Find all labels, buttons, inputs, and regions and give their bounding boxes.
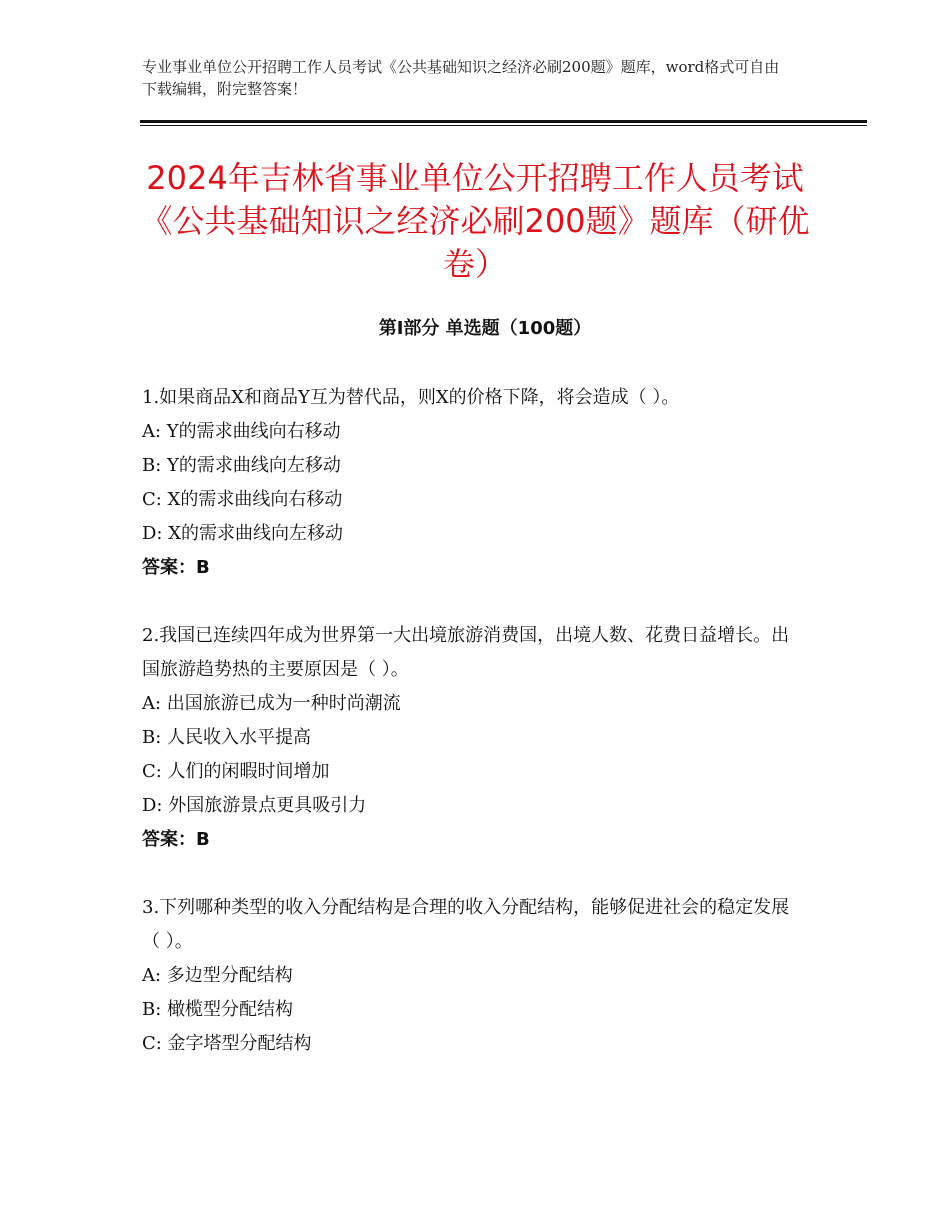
answer: 答案：B bbox=[142, 557, 210, 578]
question-list bbox=[142, 381, 802, 1095]
answer: 答案：B bbox=[142, 829, 210, 850]
header-divider-thin bbox=[140, 125, 867, 126]
document-title: 2024年吉林省事业单位公开招聘工作人员考试《公共基础知识之经济必刷200题》题库（研优卷） bbox=[140, 159, 810, 283]
option-d: D: 外国旅游景点更具吸引力 bbox=[142, 795, 367, 816]
option-c: C: 人们的闲暇时间增加 bbox=[142, 761, 330, 782]
header-divider-thick bbox=[140, 120, 867, 123]
option-a: A: 出国旅游已成为一种时尚潮流 bbox=[142, 693, 401, 714]
option-b: B: Y的需求曲线向左移动 bbox=[142, 455, 341, 476]
option-c: C: 金字塔型分配结构 bbox=[142, 1033, 312, 1054]
question-stem: 3.下列哪种类型的收入分配结构是合理的收入分配结构，能够促进社会的稳定发展（ ）。 bbox=[142, 897, 790, 952]
question-stem: 1.如果商品X和商品Y互为替代品，则X的价格下降，将会造成（ ）。 bbox=[142, 387, 680, 408]
question-2 bbox=[142, 619, 802, 857]
header-note: 专业事业单位公开招聘工作人员考试《公共基础知识之经济必刷200题》题库，word格式可自由下载编辑，附完整答案！ bbox=[142, 58, 780, 98]
option-b: B: 橄榄型分配结构 bbox=[142, 999, 294, 1020]
question-stem: 2.我国已连续四年成为世界第一大出境旅游消费国，出境人数、花费日益增长。出国旅游趋势热的主要原因是（ ）。 bbox=[142, 625, 790, 680]
option-d: D: X的需求曲线向左移动 bbox=[142, 523, 344, 544]
option-b: B: 人民收入水平提高 bbox=[142, 727, 312, 748]
question-1 bbox=[142, 381, 802, 585]
section-title: 第Ⅰ部分 单选题（100题） bbox=[378, 318, 592, 339]
option-a: A: 多边型分配结构 bbox=[142, 965, 293, 986]
option-c: C: X的需求曲线向右移动 bbox=[142, 489, 343, 510]
option-a: A: Y的需求曲线向右移动 bbox=[142, 421, 341, 442]
question-3 bbox=[142, 891, 802, 1061]
